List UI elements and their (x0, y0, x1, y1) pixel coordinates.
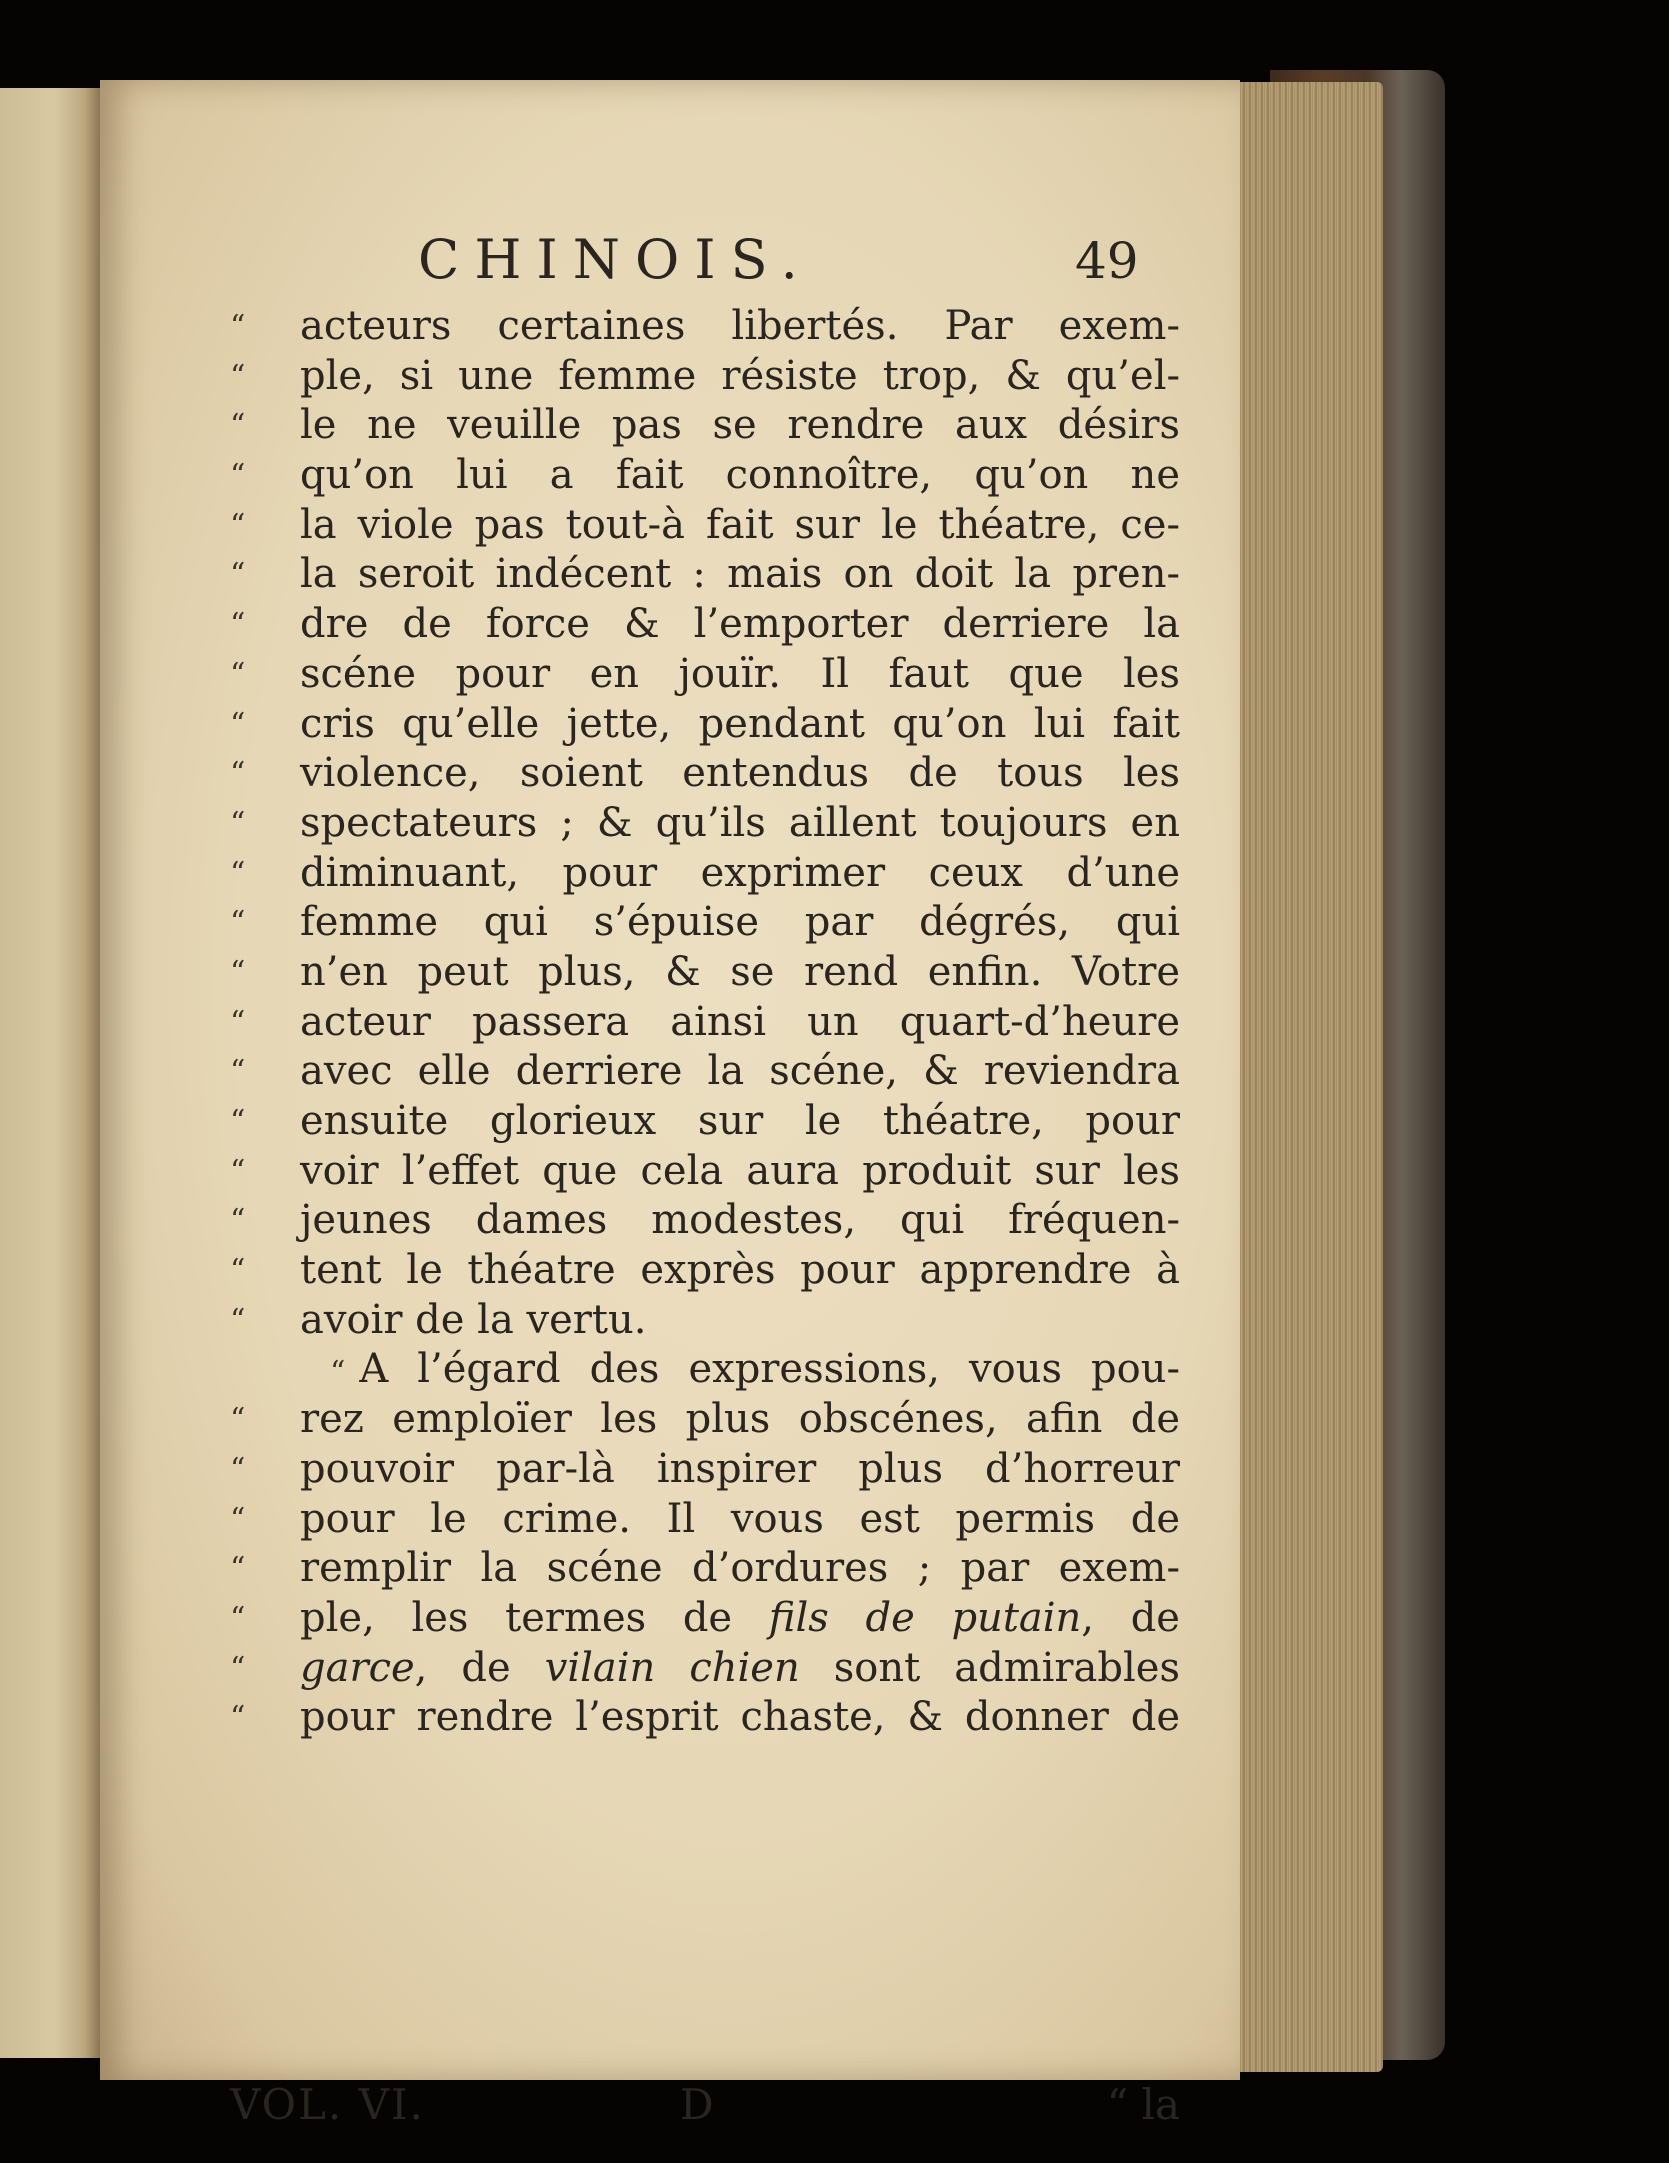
line-text: voir l’effet que cela aura produit sur les (300, 1147, 1180, 1194)
quote-mark: “ (230, 1302, 246, 1338)
quote-mark: “ (230, 1153, 246, 1189)
line-text: avec elle derriere la scéne, & reviendra (300, 1048, 1180, 1095)
italic-phrase: fils de putain (768, 1594, 1082, 1641)
text-line (230, 749, 1180, 799)
line-text: ensuite glorieux sur le théatre, pour (300, 1098, 1180, 1144)
line-text: sont admirables (799, 1644, 1180, 1691)
line-text: rez emploïer les plus obscénes, afin de (300, 1396, 1180, 1443)
quote-mark: “ (230, 408, 246, 444)
quote-mark: “ (230, 1203, 246, 1239)
text-line (230, 898, 1180, 948)
text-line (230, 1495, 1180, 1545)
line-text: pouvoir par-là inspirer plus d’horreur (300, 1445, 1180, 1492)
text-line (230, 1047, 1180, 1097)
text-line (230, 1246, 1180, 1296)
text-line (230, 1196, 1180, 1246)
quote-mark: “ (230, 905, 246, 941)
italic-phrase: garce (300, 1644, 415, 1691)
line-text: tent le théatre exprès pour apprendre à (300, 1247, 1180, 1294)
text-line (230, 451, 1180, 501)
facing-page-edge (0, 88, 100, 2058)
text-line (230, 849, 1180, 899)
quote-mark: “ (230, 507, 246, 543)
line-text: acteur passera ainsi un quart-d’heure (300, 998, 1180, 1045)
line-text: jeunes dames modestes, qui fréquen- (300, 1197, 1180, 1244)
line-text: la seroit indécent : mais on doit la pren- (300, 551, 1180, 598)
book-page (100, 80, 1240, 2129)
line-text: pour le crime. Il vous est permis de (300, 1495, 1180, 1542)
text-line (230, 1445, 1180, 1495)
line-text: acteurs certaines libertés. Par exem- (300, 303, 1180, 349)
quote-mark: “ (230, 607, 246, 643)
volume-label: VOL. VI. (230, 2080, 425, 2129)
text-line (230, 401, 1180, 451)
line-text: , de (1081, 1594, 1180, 1641)
line-text: n’en peut plus, & se rend enfin. Votre (300, 948, 1180, 995)
line-text: diminuant, pour exprimer ceux d’une (300, 849, 1180, 896)
text-line (230, 1693, 1180, 1743)
quote-mark: “ (230, 1451, 246, 1487)
line-text: , de (414, 1644, 545, 1691)
line-text: la viole pas tout-à fait sur le théatre, ce- (300, 501, 1180, 548)
page-footer (230, 2080, 1180, 2134)
running-title: CHINOIS. (418, 228, 813, 291)
quote-mark: “ (230, 756, 246, 792)
text-line (230, 1296, 1180, 1346)
quote-mark: “ (230, 1650, 246, 1686)
text-line (230, 799, 1180, 849)
text-line (230, 1395, 1180, 1445)
text-line (230, 302, 1180, 352)
text-line (230, 550, 1180, 600)
text-line (230, 700, 1180, 750)
text-line (230, 650, 1180, 700)
line-text: spectateurs ; & qu’ils aillent toujours en (300, 799, 1180, 846)
italic-phrase: vilain chien (544, 1644, 800, 1691)
text-line (230, 1544, 1180, 1594)
quote-mark: “ (230, 557, 246, 593)
quote-mark: “ (230, 1551, 246, 1587)
quote-mark: “ (230, 358, 246, 394)
line-text: avoir de la vertu. (300, 1296, 647, 1343)
quote-mark: “ (230, 1253, 246, 1289)
quote-mark: “ (230, 309, 246, 344)
quote-mark: “ (230, 855, 246, 891)
line-text: cris qu’elle jette, pendant qu’on lui fait (300, 700, 1180, 747)
line-text: ple, si une femme résiste trop, & qu’el- (300, 352, 1180, 399)
quote-mark: “ (230, 1700, 246, 1736)
quote-mark: “ (230, 1104, 246, 1139)
quote-mark: “ (230, 1501, 246, 1537)
paragraph-quote-mark: “ (330, 1355, 346, 1391)
line-text: femme qui s’épuise par dégrés, qui (300, 899, 1180, 946)
quote-mark: “ (230, 458, 246, 494)
line-text: pour rendre l’esprit chaste, & donner de (300, 1694, 1180, 1741)
text-line (230, 948, 1180, 998)
quote-mark: “ (230, 706, 246, 742)
line-text: ple, les termes de (300, 1594, 769, 1641)
text-line (230, 1147, 1180, 1197)
signature-mark: D (680, 2080, 714, 2129)
line-text: A l’égard des expressions, vous pou- (359, 1346, 1180, 1393)
quote-mark: “ (230, 1054, 246, 1090)
line-text: remplir la scéne d’ordures ; par exem- (300, 1545, 1180, 1592)
text-line (230, 1097, 1180, 1147)
text-line (230, 998, 1180, 1048)
text-line (230, 501, 1180, 551)
text-line (230, 352, 1180, 402)
quote-mark: “ (230, 1004, 246, 1040)
paragraph-start-line (230, 1345, 1180, 1395)
line-text: dre de force & l’emporter derriere la (300, 601, 1180, 648)
page-block-edges (1228, 82, 1383, 2072)
text-line (230, 600, 1180, 650)
line-text: qu’on lui a fait connoître, qu’on ne (300, 452, 1180, 499)
line-text-wrapper (300, 1594, 1180, 1644)
line-text: violence, soient entendus de tous les (300, 750, 1180, 797)
page-number: 49 (1075, 232, 1139, 290)
quote-mark: “ (230, 954, 246, 990)
line-text-wrapper (300, 1644, 1180, 1694)
quote-mark: “ (230, 1600, 246, 1636)
quote-mark: “ (230, 1402, 246, 1438)
quote-mark: “ (230, 656, 246, 692)
text-line (230, 1644, 1180, 1694)
line-text-wrapper (330, 1345, 1180, 1398)
text-block (230, 302, 1180, 1743)
line-text: scéne pour en jouïr. Il faut que les (300, 650, 1180, 697)
catchword: “ la (1106, 2080, 1180, 2129)
text-line (230, 1594, 1180, 1644)
quote-mark: “ (230, 805, 246, 841)
line-text: le ne veuille pas se rendre aux désirs (300, 402, 1180, 449)
